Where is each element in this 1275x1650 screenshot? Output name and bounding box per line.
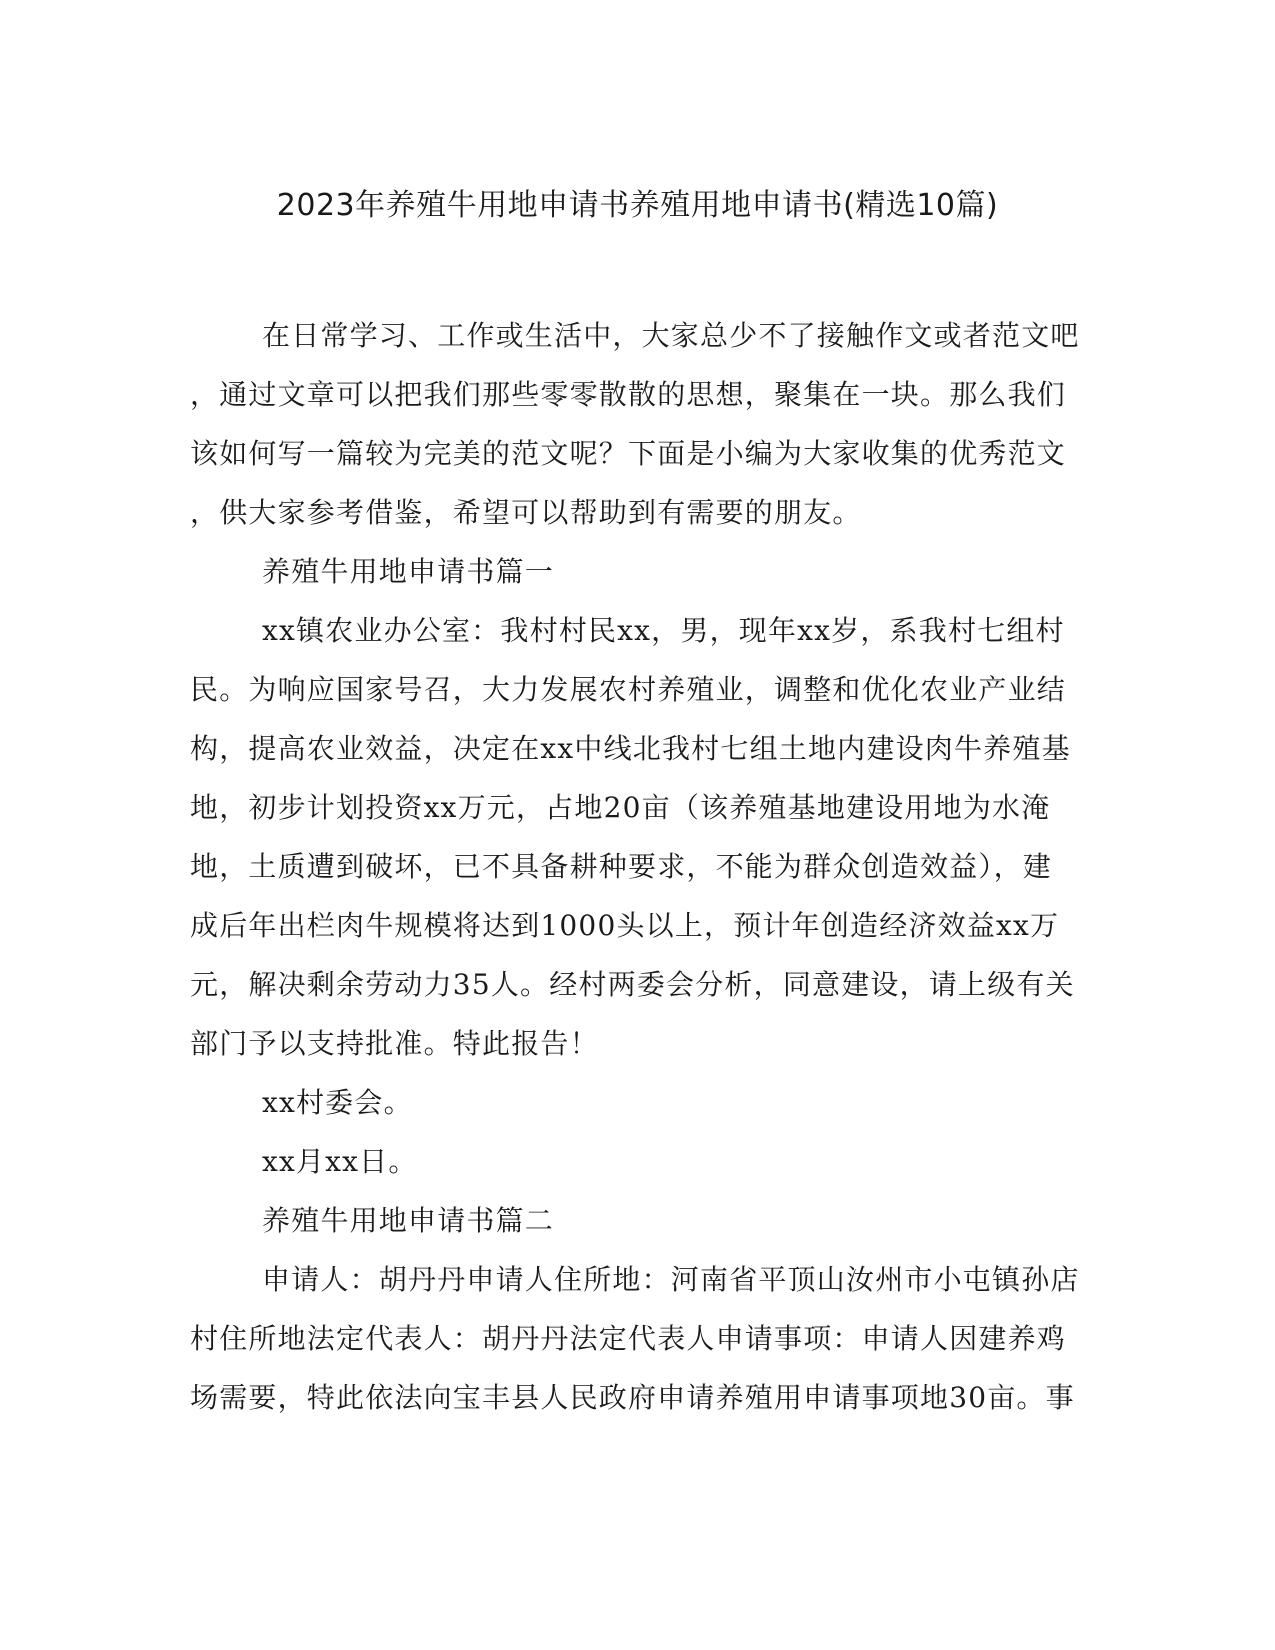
document-title: 2023年养殖牛用地申请书养殖用地申请书(精选10篇) bbox=[276, 188, 999, 223]
paragraph-line: 申请人：胡丹丹申请人住所地：河南省平顶山汝州市小屯镇孙店 bbox=[262, 1263, 1080, 1296]
paragraph-line: 构，提高农业效益，决定在xx中线北我村七组土地内建设肉牛养殖基 bbox=[190, 732, 1071, 765]
paragraph-line: ，供大家参考借鉴，希望可以帮助到有需要的朋友。 bbox=[190, 496, 862, 529]
paragraph-line: 元，解决剩余劳动力35人。经村两委会分析，同意建设，请上级有关 bbox=[190, 968, 1075, 1001]
paragraph-line: 该如何写一篇较为完美的范文呢？下面是小编为大家收集的优秀范文 bbox=[190, 437, 1067, 470]
paragraph-line: ，通过文章可以把我们那些零零散散的思想，聚集在一块。那么我们 bbox=[190, 378, 1067, 411]
signature-line: xx村委会。 bbox=[262, 1086, 413, 1119]
date-line: xx月xx日。 bbox=[262, 1145, 418, 1178]
paragraph-line: 地，初步计划投资xx万元，占地20亩（该养殖基地建设用地为水淹 bbox=[190, 791, 1051, 824]
paragraph-line: 部门予以支持批准。特此报告！ bbox=[190, 1027, 599, 1060]
paragraph-line: 场需要，特此依法向宝丰县人民政府申请养殖用申请事项地30亩。事 bbox=[190, 1381, 1075, 1414]
section-heading: 养殖牛用地申请书篇一 bbox=[262, 555, 555, 588]
paragraph-line: xx镇农业办公室：我村村民xx，男，现年xx岁，系我村七组村 bbox=[262, 614, 1065, 647]
paragraph-line: 成后年出栏肉牛规模将达到1000头以上，预计年创造经济效益xx万 bbox=[190, 909, 1060, 942]
paragraph-line: 村住所地法定代表人：胡丹丹法定代表人申请事项：申请人因建养鸡 bbox=[190, 1322, 1067, 1355]
paragraph-line: 民。为响应国家号召，大力发展农村养殖业，调整和优化农业产业结 bbox=[190, 673, 1067, 706]
paragraph-line: 地，土质遭到破坏，已不具备耕种要求，不能为群众创造效益），建 bbox=[190, 850, 1053, 883]
paragraph-line: 在日常学习、工作或生活中，大家总少不了接触作文或者范文吧 bbox=[262, 319, 1080, 352]
section-heading: 养殖牛用地申请书篇二 bbox=[262, 1204, 555, 1237]
